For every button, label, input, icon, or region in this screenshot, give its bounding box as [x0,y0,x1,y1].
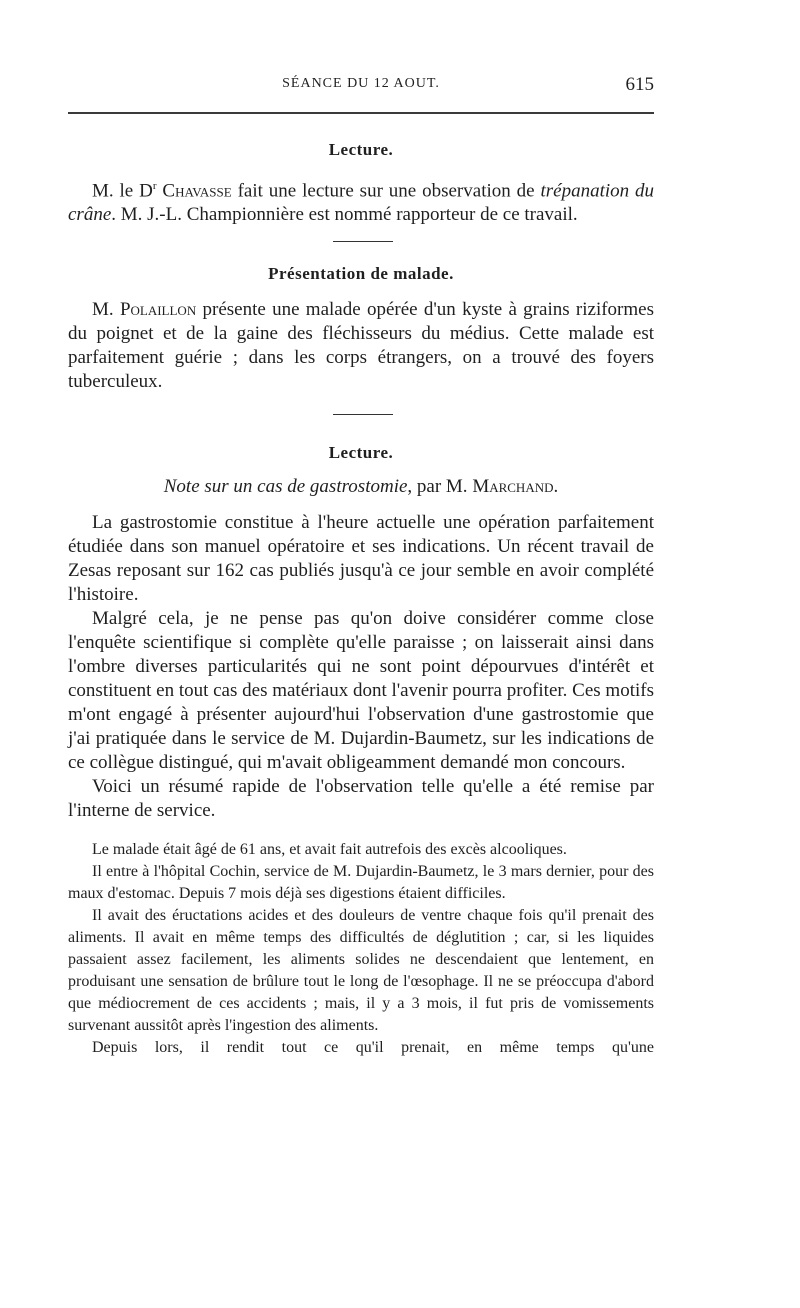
section-heading-lecture-2: Lecture. [328,443,394,463]
section-heading-presentation: Présentation de malade. [268,264,454,284]
header-rule [68,112,654,114]
doctor-superscript: r [152,180,157,192]
note-title: Note sur un cas de gastrostomie, par M. Marchand. [163,476,559,498]
polaillon-paragraph: M. Polaillon présente une malade opérée d'un kyste à grains riziformes du poignet et de la gaine des fléchisseurs du médius. Cette malade est parfaitement guérie ; dans les corps étrangers, on a trouvé des foyers tuberculeux. [68,299,654,393]
title-trepanation: trépanation du crâne [68,180,655,226]
body-paragraph: La gastrostomie constitue à l'heure actuelle une opération parfaitement étudiée dans son manuel opératoire et ses indications. Un récent travail de Zesas reposant sur 162 cas publiés jusqu'à ce jour semble en avoir complété l'histoire. [68,512,654,606]
body-paragraph: Malgré cela, je ne pense pas qu'on doive considérer comme close l'enquête scientifique si complète qu'elle paraisse ; on laisserait ainsi dans l'ombre diverses particularités qui ne sont point dépourvues d'intérêt et constituent en tout cas des matériaux dont l'avenir pourra profiter. Ces motifs m'ont engagé à présenter aujourd'hui l'observation d'une gastrostomie que j'ai pratiquée dans le service de M. Dujardin-Baumetz, sur les indications de ce collègue distingué, qui m'avait obligeamment demandé mon concours. [68,608,654,774]
chavasse-paragraph: M. le $D^r$ Chavasse fait une lecture sur une observation de trépanation du crâne. M. J.-L. Championnière est nommé rapporteur de ce travail. [68,180,655,226]
author-name-chavasse: Chavasse [162,180,232,202]
section-heading-lecture: Lecture. [328,140,394,159]
note-title-italic: Note sur un cas de gastrostomie [163,476,408,498]
body-paragraph: Voici un résumé rapide de l'observation telle qu'elle a été remise par l'interne de service. [68,776,654,822]
observation-paragraph: Il avait des éructations acides et des douleurs de ventre chaque fois qu'il prenait des aliments. Il avait en même temps des difficultés de déglutition ; car, si les liquides passaient assez facilement, les aliments solides ne descendaient que lentement, en produisant une sensation de brûlure tout le long de l'œsophage. Il ne se préoccupa d'abord que médiocrement de ces accidents ; mais, il y a 3 mois, il fut pris de vomissements survenant aussitôt après l'ingestion des aliments. [68,907,654,1035]
running-head-title: SÉANCE DU 12 AOUT. [282,76,440,91]
observation-paragraph: Depuis lors, il rendit tout ce qu'il prenait, en même temps qu'une [92,1039,654,1057]
author-name-marchand: Marchand [472,476,554,498]
observation-paragraph: Il entre à l'hôpital Cochin, service de M. Dujardin-Baumetz, le 3 mars dernier, pour des maux d'estomac. Depuis 7 mois déjà ses digestions étaient difficiles. [68,863,654,903]
page-number: 615 [625,74,654,95]
page-body [68,140,654,1059]
running-head [68,76,654,100]
author-name-polaillon: Polaillon [119,299,197,321]
observation-paragraph: Le malade était âgé de 61 ans, et avait fait autrefois des excès alcooliques. [92,841,567,859]
